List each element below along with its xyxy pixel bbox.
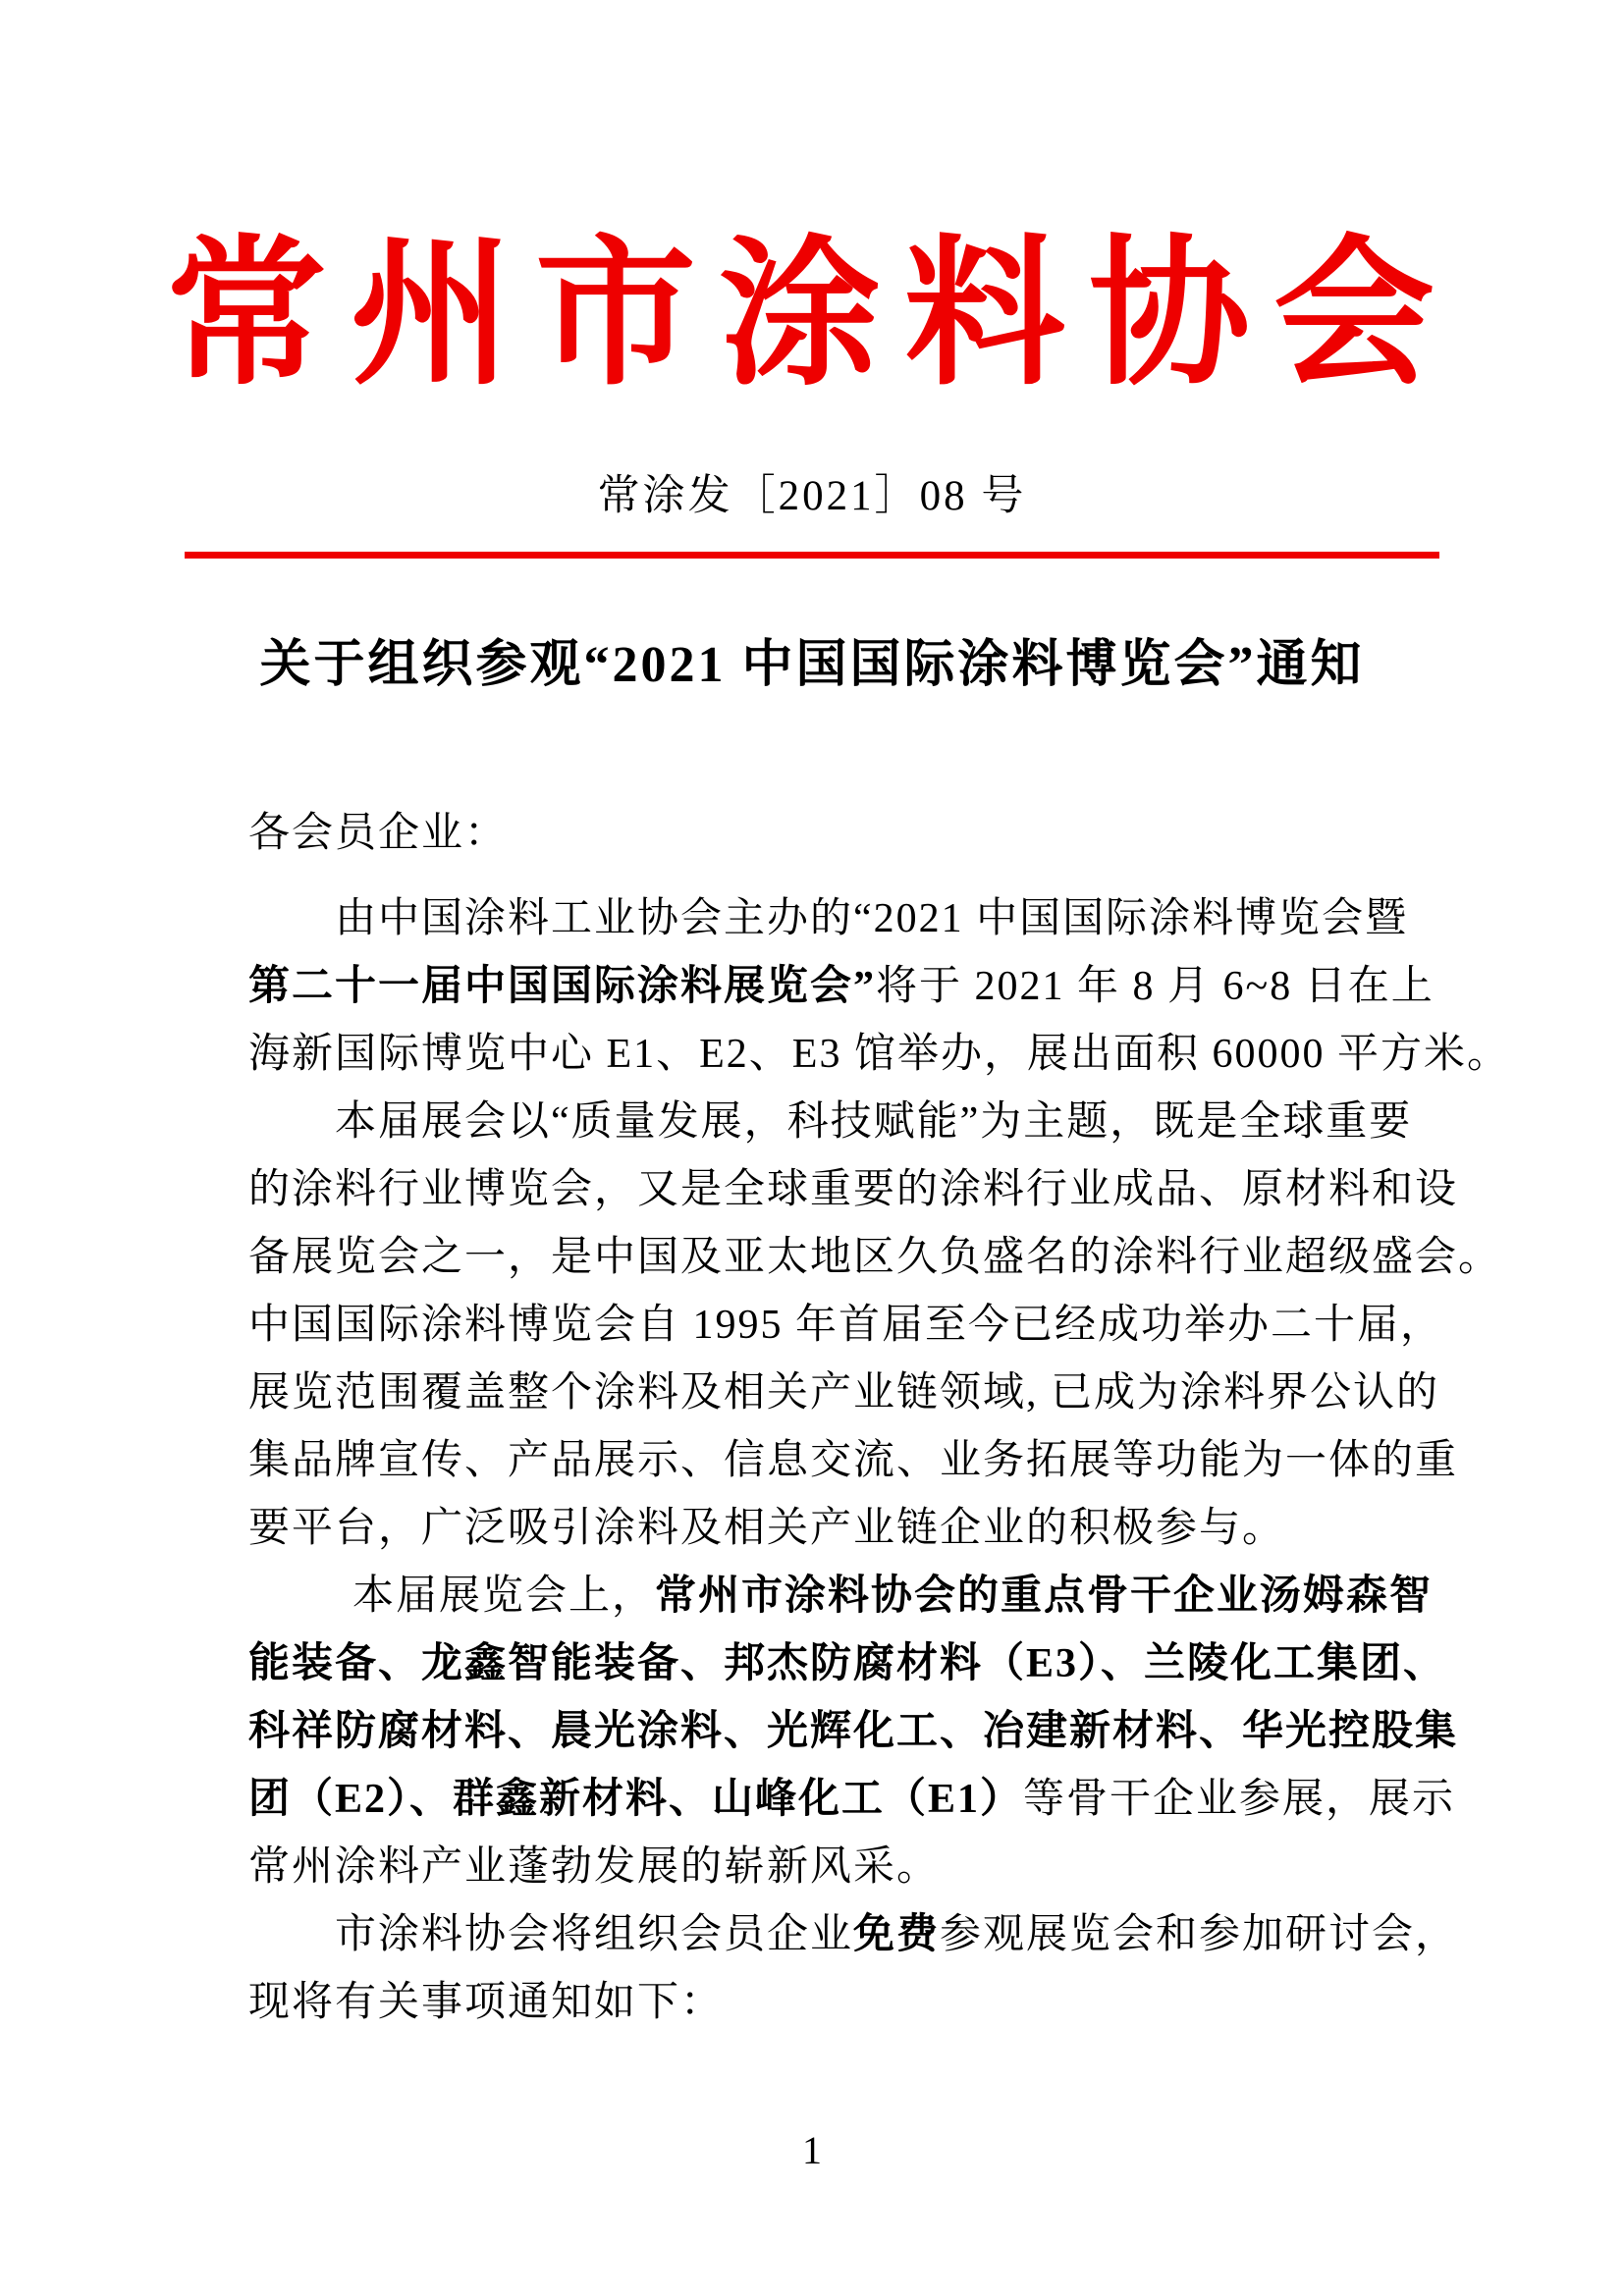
body-line — [248, 885, 1487, 953]
text-segment: 展览范围覆盖整个涂料及相关产业链领域, 已成为涂料界公认的 — [248, 1370, 1440, 1416]
text-segment: 中国国际涂料博览会自 1995 年首届至今已经成功举办二十届， — [248, 1303, 1444, 1349]
text-segment: 集品牌宣传、产品展示、信息交流、业务拓展等功能为一体的重 — [248, 1438, 1459, 1484]
doc-number: 常涂发［2021］08 号 — [597, 473, 1027, 520]
text-segment: 的涂料行业博览会，又是全球重要的涂料行业成品、原材料和设 — [248, 1167, 1459, 1213]
body-line — [248, 1698, 1487, 1766]
bold-text-segment: 免费 — [853, 1912, 941, 1958]
text-segment: 市涂料协会将组织会员企业 — [335, 1912, 854, 1958]
bold-text-segment: 能装备、龙鑫智能装备、邦杰防腐材料（E3）、兰陵化工集团、 — [248, 1641, 1447, 1687]
bold-text-segment: 常州市涂料协会的重点骨干企业汤姆森智 — [655, 1574, 1434, 1620]
text-segment: 本届展会以“质量发展，科技赋能”为主题，既是全球重要 — [335, 1099, 1413, 1146]
body-line — [248, 1156, 1487, 1224]
page-number: 1 — [802, 2128, 822, 2172]
text-segment: 备展览会之一，是中国及亚太地区久负盛名的涂料行业超级盛会。 — [248, 1235, 1502, 1281]
text-segment: 参观展览会和参加研讨会， — [940, 1912, 1459, 1958]
text-segment: 现将有关事项通知如下： — [248, 1980, 725, 2026]
body-line — [248, 1901, 1487, 1969]
notice-heading: 关于组织参观“2021 中国国际涂料博览会”通知 — [259, 637, 1365, 694]
body-line — [248, 1630, 1487, 1698]
body-line — [248, 1766, 1487, 1834]
text-segment: 本届展览会上， — [352, 1574, 656, 1620]
body-line — [248, 1495, 1487, 1563]
red-divider-line — [185, 552, 1439, 559]
bold-text-segment: 科祥防腐材料、晨光涂料、光辉化工、冶建新材料、华光控股集 — [248, 1709, 1459, 1755]
body-line — [248, 1969, 1487, 2037]
bold-text-segment: 第二十一届中国国际涂料展览会” — [248, 964, 877, 1010]
text-segment: 各会员企业： — [248, 811, 509, 857]
bold-text-segment: 团（E2）、群鑫新材料、山峰化工（E1） — [248, 1777, 1024, 1823]
org-title: 常州市涂料协会 — [165, 227, 1458, 404]
body-line — [248, 1427, 1487, 1495]
notice-body — [0, 800, 1624, 2037]
body-line — [248, 1089, 1487, 1156]
text-segment: 要平台，广泛吸引涂料及相关产业链企业的积极参与。 — [248, 1506, 1286, 1552]
body-line — [248, 1224, 1502, 1292]
text-segment: 等骨干企业参展，展示 — [1023, 1777, 1456, 1823]
body-line — [248, 1292, 1487, 1360]
body-line — [248, 1834, 1487, 1901]
body-line — [248, 800, 1487, 868]
text-segment: 将于 2021 年 8 月 6~8 日在上 — [876, 964, 1435, 1010]
text-segment: 常州涂料产业蓬勃发展的崭新风采。 — [248, 1844, 941, 1891]
body-line — [248, 1360, 1487, 1427]
text-segment: 由中国涂料工业协会主办的“2021 中国国际涂料博览会暨 — [335, 896, 1409, 942]
text-segment: 海新国际博览中心 E1、E2、E3 馆举办，展出面积 60000 平方米。 — [248, 1032, 1510, 1078]
body-line — [248, 1021, 1510, 1089]
body-line — [248, 1563, 1487, 1630]
body-line — [248, 953, 1487, 1021]
